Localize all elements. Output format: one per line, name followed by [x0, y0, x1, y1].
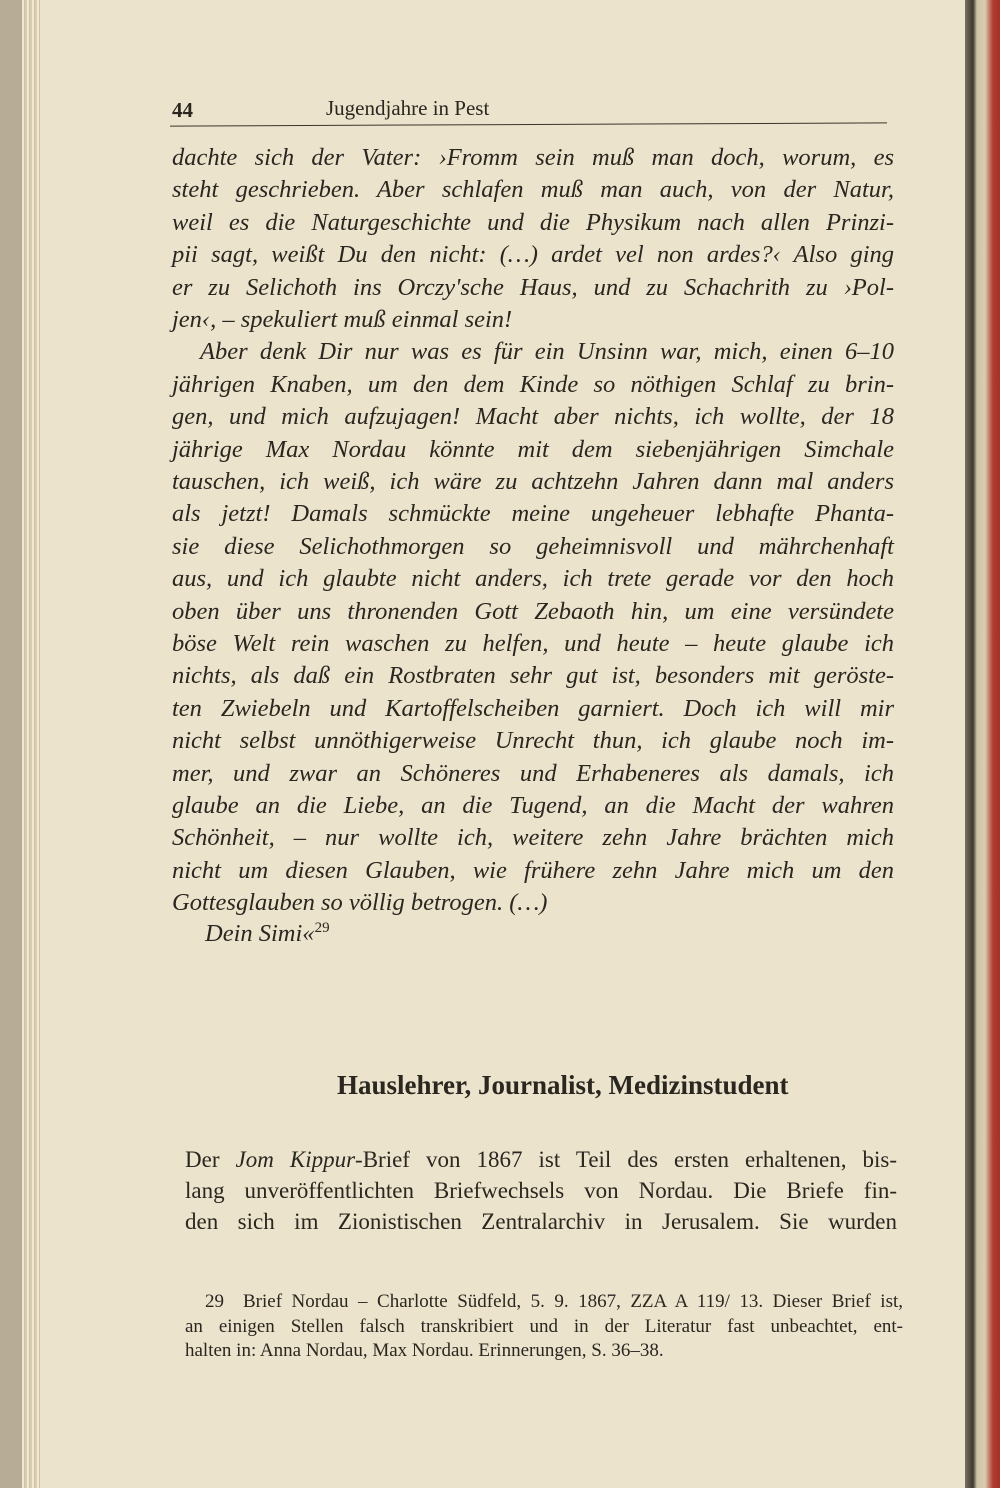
- letter-line: jährige Max Nordau könnte mit dem siebenjährigen Simchale: [172, 435, 894, 463]
- letter-line: nicht um diesen Glauben, wie frühere zehn Jahre mich um den: [172, 856, 894, 884]
- footnote-ref: 29: [314, 920, 330, 936]
- footnote-text: Brief Nordau – Charlotte Südfeld, 5. 9. 1867, ZZA A 119/ 13. Dieser Brief ist,: [243, 1291, 903, 1312]
- letter-line: Gottesglauben so völlig betrogen. (…): [172, 889, 548, 917]
- letter-line: gen, und mich aufzujagen! Macht aber nichts, ich wollte, der 18: [172, 403, 894, 431]
- letter-line: sie diese Selichothmorgen so geheimnisvoll und mährchenhaft: [172, 532, 894, 560]
- letter-line: steht geschrieben. Aber schlafen muß man auch, von der Natur,: [172, 176, 894, 204]
- running-title: Jugendjahre in Pest: [326, 96, 490, 120]
- letter-line: jen‹, – spekuliert muß einmal sein!: [172, 306, 513, 333]
- letter-line: jährigen Knaben, um den dem Kinde so nöthigen Schlaf zu brin-: [172, 370, 894, 398]
- letter-line: dachte sich der Vater: ›Fromm sein muß man doch, worum, es: [172, 144, 894, 171]
- body-line: lang unveröffentlichten Briefwechsels von Nordau. Die Briefe fin-: [185, 1178, 897, 1203]
- signature: [205, 920, 330, 948]
- letter-line: tauschen, ich weiß, ich wäre zu achtzehn Jahren dann mal anders: [172, 468, 894, 495]
- footnote-line: halten in: Anna Nordau, Max Nordau. Erinnerungen, S. 36–38.: [185, 1340, 664, 1361]
- letter-line: Schönheit, – nur wollte ich, weitere zehn Jahre brächten mich: [172, 824, 894, 852]
- letter-line: pii sagt, weißt Du den nicht: (…) ardet vel non ardes?‹ Also ging: [172, 241, 894, 269]
- body-text: Der: [185, 1147, 236, 1172]
- letter-line: nicht selbst unnöthigerweise Unrecht thun, ich glaube noch im-: [172, 727, 894, 755]
- letter-line: glaube an die Liebe, an die Tugend, an die Macht der wahren: [172, 792, 894, 819]
- letter-line: aus, und ich glaubte nicht anders, ich trete gerade vor den hoch: [172, 565, 894, 593]
- body-line: den sich im Zionistischen Zentralarchiv in Jerusalem. Sie wurden: [185, 1209, 897, 1234]
- letter-line: böse Welt rein waschen zu helfen, und heute – heute glaube ich: [172, 630, 894, 657]
- footnote-line: [205, 1290, 903, 1314]
- letter-line: oben über uns thronenden Gott Zebaoth hin, um eine versündete: [172, 597, 894, 625]
- book-spine-edge: [965, 0, 1000, 1488]
- letter-line: er zu Selichoth ins Orczy'sche Haus, und zu Schachrith zu ›Pol-: [172, 273, 894, 301]
- letter-line: mer, und zwar an Schöneres und Erhabeneres als damals, ich: [172, 759, 894, 787]
- letter-line: Aber denk Dir nur was es für ein Unsinn war, mich, einen 6–10: [200, 338, 894, 366]
- body-text: -Brief von 1867 ist Teil des ersten erhaltenen, bis-: [355, 1147, 898, 1172]
- footnote-number: 29: [205, 1291, 224, 1312]
- letter-line: ten Zwiebeln und Kartoffelscheiben garniert. Doch ich will mir: [172, 694, 894, 722]
- letter-line: weil es die Naturgeschichte und die Physikum nach allen Prinzi-: [172, 208, 894, 236]
- body-line: [185, 1146, 897, 1174]
- letter-line: nichts, als daß ein Rostbraten sehr gut ist, besonders mit geröste-: [172, 662, 894, 690]
- section-heading: Hauslehrer, Journalist, Medizinstudent: [337, 1070, 789, 1100]
- footnote-line: an einigen Stellen falsch transkribiert und in der Literatur fast unbeachtet, ent-: [185, 1316, 903, 1337]
- scan-shadow: [0, 0, 22, 1488]
- letter-line: als jetzt! Damals schmückte meine ungeheuer lebhafte Phanta-: [172, 500, 894, 528]
- signature-text: Dein Simi«: [205, 920, 315, 948]
- page-number: 44: [172, 98, 193, 122]
- body-italic: Jom Kippur: [235, 1147, 356, 1172]
